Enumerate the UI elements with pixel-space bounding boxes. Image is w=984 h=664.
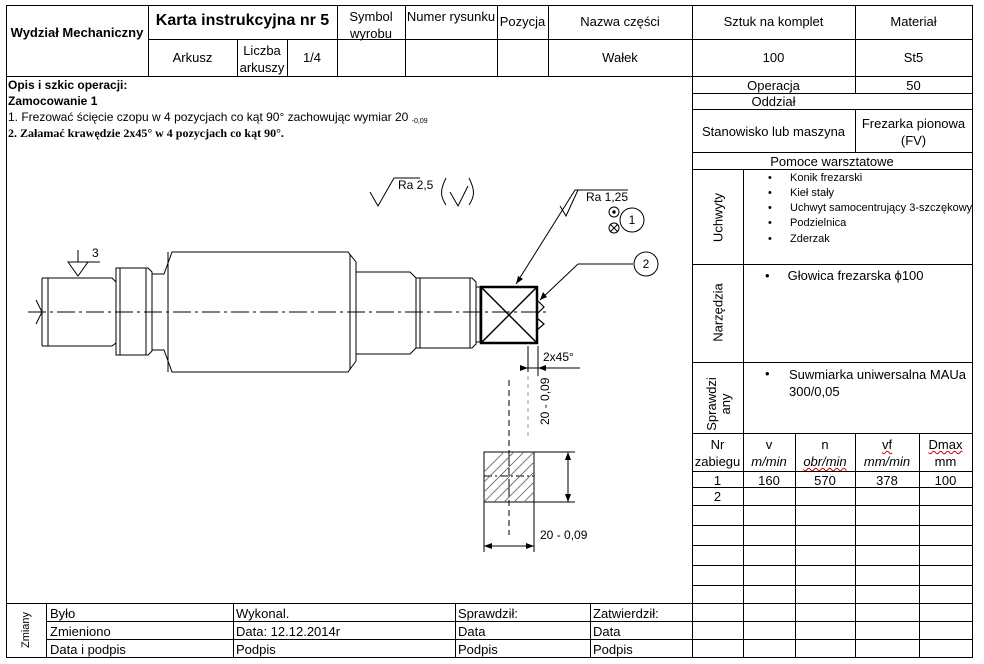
operation-label: Operacja [747,78,800,93]
performed-label: Wykonal. [236,606,290,621]
operation-value: 50 [906,78,921,93]
param-header-bottom: mm/min [863,454,911,469]
holder-item: • Uchwyt samocentrujący 3-szczękowy [790,202,972,214]
param-header-bottom: obr/min [803,454,847,469]
material: St5 [903,50,924,65]
checked-date: Data [458,624,486,639]
param-header-bottom: zabiegu [694,454,741,469]
station-label: Stanowisko lub maszyna [701,124,846,139]
material-label: Materiał [890,14,937,29]
horizontal-dimension: 20 - 0,09 [540,528,588,542]
set-qty: 100 [762,50,785,65]
vertical-dimension: 20 - 0,09 [538,377,552,425]
changed-label: Zmieniono [50,624,111,639]
step-2: 2. Załamać krawędzie 2x45° w 4 pozycjach co kąt 90°. [8,126,284,140]
checked-signature: Podpis [458,642,498,657]
tool-item: • Głowica frezarska ϕ100 [765,268,924,283]
machine: Frezarka pionowa (FV) [861,116,966,148]
drawing-number-label: Numer rysunku [406,9,496,24]
checked-bullet: • [765,366,770,381]
date-sign-label: Data i podpis [50,642,126,657]
chamfer-dimension: 2x45° [543,350,574,364]
part-name: Wałek [602,50,638,65]
approved-signature: Podpis [593,642,633,657]
department-name: Wydział Mechaniczny [10,25,144,40]
checked-by-label: Sprawdził: [458,606,518,621]
param-header-top: Dmax [928,437,963,452]
performed-date: Data: 12.12.2014r [236,624,341,639]
department-label: Oddział [751,94,796,109]
sheet-label: Arkusz [172,50,213,65]
approved-date: Data [593,624,621,639]
param-header-bottom: mm [934,454,957,469]
position-label: Pozycja [499,14,546,29]
param-header-bottom: m/min [751,454,787,469]
aids-label: Pomoce warsztatowe [770,154,894,169]
roughness-general: Ra 2,5 [398,178,434,192]
fixing-label: Zamocowanie 1 [8,94,98,108]
set-qty-label: Sztuk na komplet [723,14,824,29]
product-symbol-label: Symbol wyrobu [349,9,393,41]
label-3: 3 [92,246,99,260]
card-title: Karta instrukcyjna nr 5 [155,12,330,29]
holders-label: Uchwyty [710,192,726,243]
part-name-label: Nazwa części [580,14,660,29]
roughness-face: Ra 1,25 [586,190,629,204]
description-heading: Opis i szkic operacji: [8,78,128,92]
param-header-top: Nr [710,437,725,452]
approved-label: Zatwierdził: [593,606,659,621]
sheet-value: 1/4 [302,50,322,65]
performed-signature: Podpis [236,642,276,657]
callout-2: 2 [642,257,650,271]
sheets-count-label: Liczba arkuszy [239,43,285,75]
param-header-top: v [765,437,773,452]
tools-label: Narzędzia [710,283,726,342]
changes-label: Zmiany [20,611,32,649]
holder-item: • Konik frezarski [790,172,862,184]
step-1: 1. Frezować ścięcie czopu w 4 pozycjach co kąt 90° zachowując wymiar 20 -0,09 [8,110,428,125]
checked-item: Suwmiarka uniwersalna MAUa 300/0,05 [789,367,967,399]
param-header-top: vf [881,437,893,452]
holder-item: • Kieł stały [790,187,834,199]
callout-1: 1 [628,213,636,227]
param-header-top: n [821,437,829,452]
was-label: Było [50,606,76,621]
holder-item: • Zderzak [790,233,830,245]
checked-label: Sprawdzi any [704,377,733,431]
holder-item: • Podzielnica [790,217,846,229]
